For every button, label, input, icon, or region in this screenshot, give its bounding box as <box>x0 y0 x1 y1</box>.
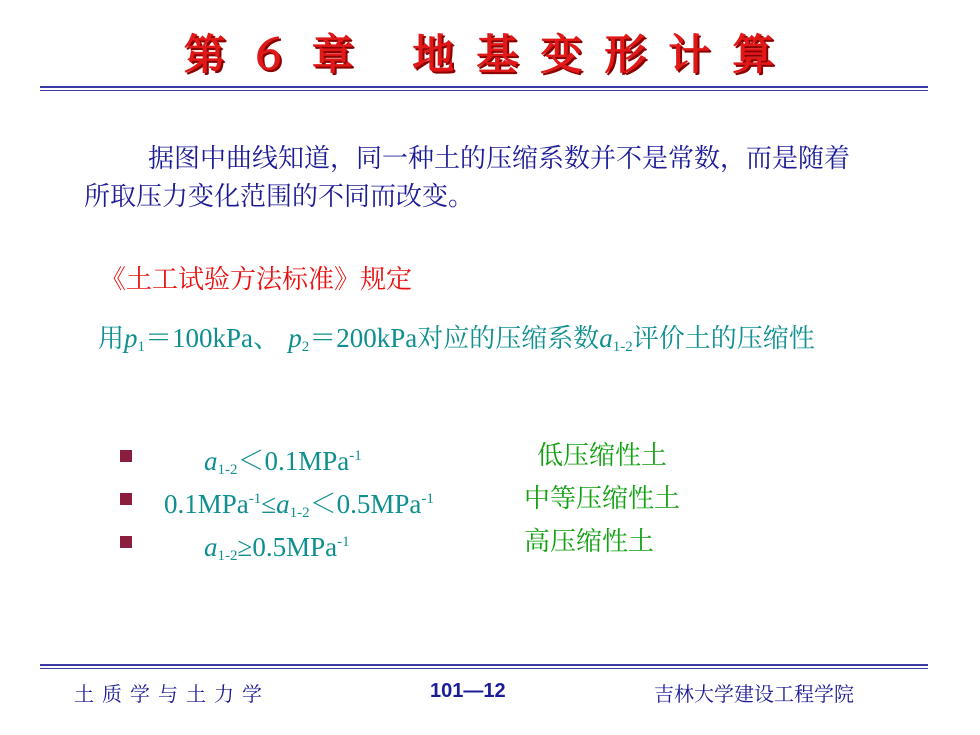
criterion-row <box>0 481 980 521</box>
criterion-op: ＜0.5MPa <box>309 489 422 519</box>
criterion-prefix-op: ≤ <box>261 489 277 519</box>
criterion-symbol: a <box>204 532 218 562</box>
title-divider <box>40 86 928 88</box>
p2-index: 2 <box>301 339 310 355</box>
footer-course-name: 土质学与土力学 <box>74 682 270 706</box>
title-divider-thin <box>40 90 928 91</box>
criterion-index: 1-2 <box>289 505 310 521</box>
criterion-symbol: a <box>276 489 290 519</box>
criterion-condition <box>204 524 350 574</box>
usage-statement <box>98 320 858 365</box>
usage-suffix: 评价土的压缩性 <box>632 324 815 354</box>
a-index: 1-2 <box>612 339 633 355</box>
criterion-row <box>0 438 980 478</box>
square-bullet-icon <box>120 450 132 462</box>
paragraph-text: 据图中曲线知道，同一种土的压缩系数并不是常数，而是随着所取压力变化范围的不同而改变。 <box>84 144 851 212</box>
p2-symbol: p <box>288 323 302 353</box>
p1-index: 1 <box>137 339 146 355</box>
standard-heading: 《土工试验方法标准》规定 <box>100 265 413 295</box>
criterion-exponent: -1 <box>421 491 434 507</box>
footer-divider <box>40 664 928 666</box>
a-symbol: a <box>599 323 613 353</box>
footer-institution: 吉林大学建设工程学院 <box>654 682 854 706</box>
criterion-row <box>0 524 980 564</box>
p2-value: ＝200kPa <box>309 323 418 353</box>
square-bullet-icon <box>120 536 132 548</box>
criterion-op: ≥0.5MPa <box>237 532 338 562</box>
criterion-prefix-exponent: -1 <box>248 491 262 507</box>
slide-title: 第６章 地基变形计算 <box>183 30 797 79</box>
criterion-classification: 高压缩性土 <box>524 527 655 557</box>
criterion-index: 1-2 <box>217 548 238 564</box>
criterion-classification: 低压缩性土 <box>537 441 668 471</box>
criterion-exponent: -1 <box>349 448 362 464</box>
square-bullet-icon <box>120 493 132 505</box>
footer-divider-thin <box>40 668 928 669</box>
criterion-exponent: -1 <box>337 534 350 550</box>
criterion-symbol: a <box>204 446 218 476</box>
criterion-classification: 中等压缩性土 <box>524 484 681 514</box>
criterion-op: ＜0.1MPa <box>237 446 350 476</box>
page-number: 101—12 <box>430 680 506 702</box>
body-paragraph <box>84 140 864 216</box>
p1-symbol: p <box>124 323 138 353</box>
usage-middle: 对应的压缩系数 <box>417 324 600 354</box>
p1-value: ＝100kPa、 <box>145 323 281 353</box>
criterion-prefix: 0.1MPa <box>164 489 249 519</box>
usage-prefix: 用 <box>98 324 125 354</box>
criterion-index: 1-2 <box>217 462 238 478</box>
